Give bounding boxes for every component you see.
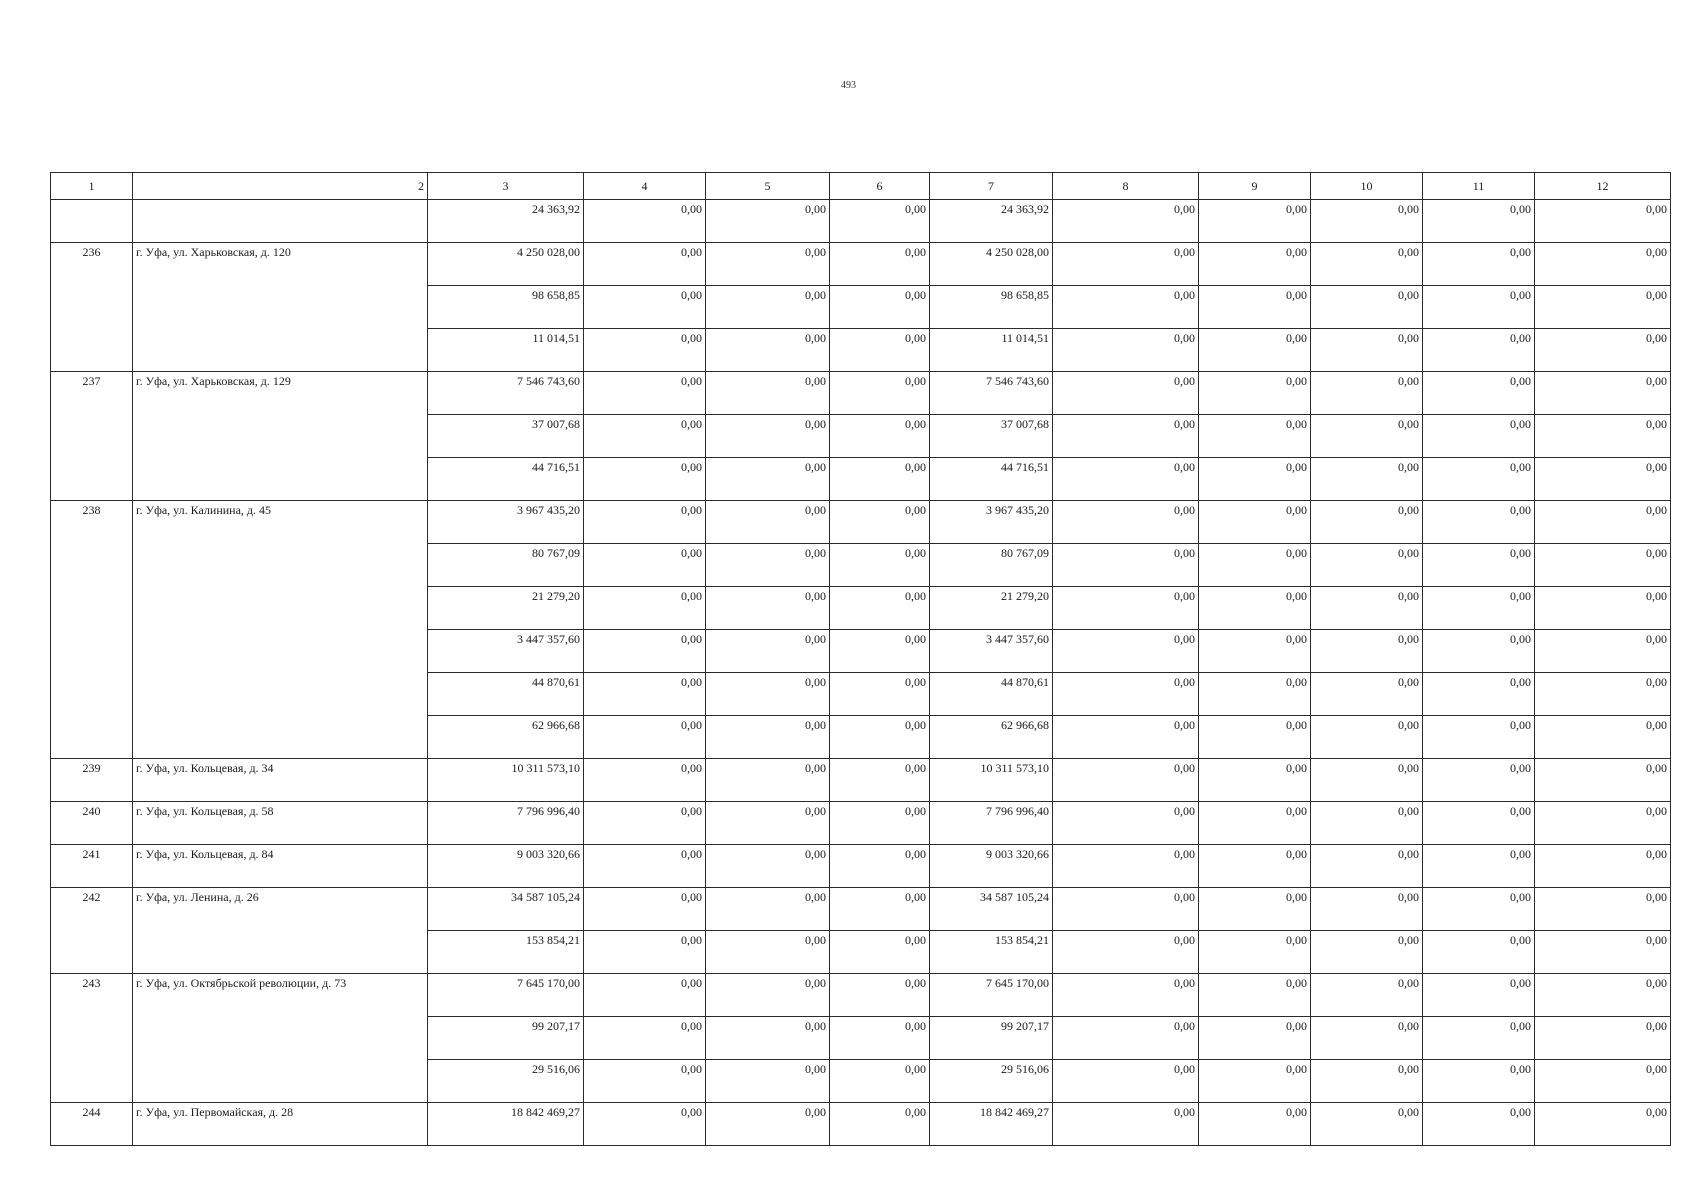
amount-cell: 0,00: [706, 458, 830, 501]
column-header: 3: [428, 173, 584, 200]
table-row: [51, 1103, 1671, 1146]
amount-cell: 0,00: [1535, 974, 1671, 1017]
amount-cell: 7 645 170,00: [930, 974, 1053, 1017]
amount-cell: 0,00: [706, 200, 830, 243]
amount-cell: 0,00: [584, 673, 706, 716]
amount-cell: 0,00: [1423, 329, 1535, 372]
amount-cell: 37 007,68: [930, 415, 1053, 458]
amount-cell: 0,00: [706, 1060, 830, 1103]
amount-cell: 0,00: [830, 931, 930, 974]
amount-cell: 0,00: [830, 888, 930, 931]
amount-cell: 18 842 469,27: [930, 1103, 1053, 1146]
amount-cell: 0,00: [1423, 716, 1535, 759]
data-table: [50, 172, 1671, 1146]
amount-cell: 0,00: [706, 587, 830, 630]
amount-cell: 0,00: [1535, 1103, 1671, 1146]
amount-cell: 0,00: [1311, 673, 1423, 716]
amount-cell: 44 716,51: [428, 458, 584, 501]
amount-cell: 0,00: [584, 1103, 706, 1146]
amount-cell: 0,00: [1311, 1060, 1423, 1103]
amount-cell: 7 645 170,00: [428, 974, 584, 1017]
amount-cell: 0,00: [1311, 501, 1423, 544]
row-number-cell: 241: [51, 845, 133, 888]
amount-cell: 0,00: [1423, 458, 1535, 501]
amount-cell: 11 014,51: [428, 329, 584, 372]
amount-cell: 0,00: [706, 759, 830, 802]
row-number-cell: 236: [51, 243, 133, 372]
amount-cell: 99 207,17: [930, 1017, 1053, 1060]
column-header: 1: [51, 173, 133, 200]
table-row: [51, 759, 1671, 802]
amount-cell: 0,00: [1423, 415, 1535, 458]
amount-cell: 0,00: [1311, 716, 1423, 759]
column-header: 6: [830, 173, 930, 200]
amount-cell: 0,00: [706, 415, 830, 458]
amount-cell: 0,00: [830, 716, 930, 759]
amount-cell: 98 658,85: [930, 286, 1053, 329]
amount-cell: 0,00: [1311, 587, 1423, 630]
amount-cell: 0,00: [1199, 587, 1311, 630]
amount-cell: 80 767,09: [428, 544, 584, 587]
amount-cell: 11 014,51: [930, 329, 1053, 372]
amount-cell: 3 447 357,60: [428, 630, 584, 673]
row-number-cell: 239: [51, 759, 133, 802]
amount-cell: 0,00: [1311, 544, 1423, 587]
amount-cell: 0,00: [830, 974, 930, 1017]
amount-cell: 0,00: [830, 372, 930, 415]
table-row: [51, 372, 1671, 415]
row-number-cell: 242: [51, 888, 133, 974]
amount-cell: 0,00: [1423, 1060, 1535, 1103]
page-number: 493: [841, 80, 856, 91]
amount-cell: 0,00: [1199, 673, 1311, 716]
amount-cell: 0,00: [1199, 888, 1311, 931]
amount-cell: 0,00: [1423, 1017, 1535, 1060]
amount-cell: 0,00: [1053, 415, 1199, 458]
row-number-cell: [51, 200, 133, 243]
amount-cell: 153 854,21: [428, 931, 584, 974]
amount-cell: 3 967 435,20: [428, 501, 584, 544]
amount-cell: 9 003 320,66: [428, 845, 584, 888]
column-header: 7: [930, 173, 1053, 200]
amount-cell: 0,00: [584, 501, 706, 544]
amount-cell: 0,00: [1053, 1017, 1199, 1060]
amount-cell: 0,00: [830, 630, 930, 673]
amount-cell: 7 796 996,40: [930, 802, 1053, 845]
amount-cell: 0,00: [584, 845, 706, 888]
amount-cell: 7 796 996,40: [428, 802, 584, 845]
column-header: 10: [1311, 173, 1423, 200]
amount-cell: 0,00: [584, 243, 706, 286]
amount-cell: 0,00: [706, 1103, 830, 1146]
amount-cell: 0,00: [1535, 931, 1671, 974]
amount-cell: 0,00: [706, 372, 830, 415]
amount-cell: 24 363,92: [930, 200, 1053, 243]
row-number-cell: 244: [51, 1103, 133, 1146]
amount-cell: 0,00: [1311, 1103, 1423, 1146]
amount-cell: 0,00: [1423, 931, 1535, 974]
amount-cell: 0,00: [706, 286, 830, 329]
amount-cell: 0,00: [830, 1017, 930, 1060]
amount-cell: 0,00: [830, 243, 930, 286]
amount-cell: 0,00: [1535, 544, 1671, 587]
amount-cell: 10 311 573,10: [930, 759, 1053, 802]
amount-cell: 0,00: [1311, 759, 1423, 802]
amount-cell: 0,00: [1053, 1103, 1199, 1146]
amount-cell: 0,00: [1423, 372, 1535, 415]
amount-cell: 0,00: [1311, 243, 1423, 286]
amount-cell: 0,00: [1423, 845, 1535, 888]
amount-cell: 0,00: [1535, 802, 1671, 845]
address-cell: [133, 200, 428, 243]
amount-cell: 0,00: [1199, 372, 1311, 415]
amount-cell: 9 003 320,66: [930, 845, 1053, 888]
amount-cell: 0,00: [1311, 931, 1423, 974]
table-row: [51, 974, 1671, 1017]
amount-cell: 0,00: [1053, 931, 1199, 974]
amount-cell: 0,00: [1053, 200, 1199, 243]
column-header: 8: [1053, 173, 1199, 200]
amount-cell: 0,00: [1535, 716, 1671, 759]
amount-cell: 21 279,20: [930, 587, 1053, 630]
column-header: 2: [133, 173, 428, 200]
amount-cell: 0,00: [1535, 415, 1671, 458]
amount-cell: 0,00: [830, 200, 930, 243]
amount-cell: 0,00: [1535, 587, 1671, 630]
amount-cell: 0,00: [1535, 329, 1671, 372]
amount-cell: 0,00: [1535, 845, 1671, 888]
amount-cell: 0,00: [1199, 845, 1311, 888]
amount-cell: 0,00: [1423, 759, 1535, 802]
address-cell: г. Уфа, ул. Кольцевая, д. 34: [133, 759, 428, 802]
amount-cell: 0,00: [1311, 458, 1423, 501]
amount-cell: 0,00: [1199, 974, 1311, 1017]
amount-cell: 0,00: [1199, 243, 1311, 286]
address-cell: г. Уфа, ул. Октябрьской революции, д. 73: [133, 974, 428, 1103]
address-cell: г. Уфа, ул. Кольцевая, д. 58: [133, 802, 428, 845]
amount-cell: 0,00: [1053, 286, 1199, 329]
amount-cell: 0,00: [1053, 888, 1199, 931]
amount-cell: 0,00: [1053, 372, 1199, 415]
address-cell: г. Уфа, ул. Харьковская, д. 120: [133, 243, 428, 372]
address-cell: г. Уфа, ул. Первомайская, д. 28: [133, 1103, 428, 1146]
amount-cell: 4 250 028,00: [428, 243, 584, 286]
amount-cell: 0,00: [1423, 974, 1535, 1017]
amount-cell: 0,00: [1053, 587, 1199, 630]
amount-cell: 0,00: [1199, 759, 1311, 802]
table-row: [51, 501, 1671, 544]
amount-cell: 0,00: [830, 501, 930, 544]
amount-cell: 0,00: [830, 845, 930, 888]
column-header: 12: [1535, 173, 1671, 200]
amount-cell: 0,00: [1535, 458, 1671, 501]
amount-cell: 0,00: [1053, 1060, 1199, 1103]
amount-cell: 0,00: [1535, 673, 1671, 716]
amount-cell: 0,00: [1423, 802, 1535, 845]
amount-cell: 62 966,68: [428, 716, 584, 759]
amount-cell: 0,00: [706, 845, 830, 888]
amount-cell: 0,00: [584, 587, 706, 630]
amount-cell: 0,00: [1311, 200, 1423, 243]
amount-cell: 44 716,51: [930, 458, 1053, 501]
table-row: [51, 200, 1671, 243]
amount-cell: 10 311 573,10: [428, 759, 584, 802]
amount-cell: 0,00: [830, 458, 930, 501]
amount-cell: 44 870,61: [428, 673, 584, 716]
amount-cell: 0,00: [1311, 802, 1423, 845]
amount-cell: 0,00: [1053, 501, 1199, 544]
address-cell: г. Уфа, ул. Кольцевая, д. 84: [133, 845, 428, 888]
column-header: 9: [1199, 173, 1311, 200]
amount-cell: 62 966,68: [930, 716, 1053, 759]
amount-cell: 0,00: [584, 1017, 706, 1060]
amount-cell: 0,00: [584, 1060, 706, 1103]
column-header: 4: [584, 173, 706, 200]
amount-cell: 0,00: [584, 372, 706, 415]
amount-cell: 0,00: [706, 501, 830, 544]
amount-cell: 3 447 357,60: [930, 630, 1053, 673]
amount-cell: 0,00: [1423, 673, 1535, 716]
amount-cell: 18 842 469,27: [428, 1103, 584, 1146]
amount-cell: 0,00: [830, 802, 930, 845]
amount-cell: 0,00: [1423, 501, 1535, 544]
amount-cell: 7 546 743,60: [930, 372, 1053, 415]
amount-cell: 0,00: [706, 974, 830, 1017]
amount-cell: 0,00: [830, 544, 930, 587]
amount-cell: 0,00: [584, 329, 706, 372]
amount-cell: 0,00: [830, 415, 930, 458]
amount-cell: 0,00: [1535, 1017, 1671, 1060]
amount-cell: 0,00: [584, 458, 706, 501]
amount-cell: 0,00: [1535, 200, 1671, 243]
amount-cell: 0,00: [1199, 200, 1311, 243]
amount-cell: 98 658,85: [428, 286, 584, 329]
amount-cell: 21 279,20: [428, 587, 584, 630]
amount-cell: 4 250 028,00: [930, 243, 1053, 286]
address-cell: г. Уфа, ул. Ленина, д. 26: [133, 888, 428, 974]
address-cell: г. Уфа, ул. Харьковская, д. 129: [133, 372, 428, 501]
amount-cell: 0,00: [1053, 243, 1199, 286]
amount-cell: 0,00: [1053, 845, 1199, 888]
amount-cell: 0,00: [1053, 759, 1199, 802]
amount-cell: 0,00: [830, 1060, 930, 1103]
amount-cell: 0,00: [1199, 286, 1311, 329]
amount-cell: 7 546 743,60: [428, 372, 584, 415]
row-number-cell: 238: [51, 501, 133, 759]
amount-cell: 0,00: [584, 630, 706, 673]
amount-cell: 0,00: [584, 716, 706, 759]
amount-cell: 0,00: [1199, 544, 1311, 587]
amount-cell: 0,00: [1311, 845, 1423, 888]
amount-cell: 0,00: [1053, 974, 1199, 1017]
amount-cell: 0,00: [584, 544, 706, 587]
amount-cell: 0,00: [1199, 802, 1311, 845]
amount-cell: 29 516,06: [428, 1060, 584, 1103]
amount-cell: 0,00: [1199, 1060, 1311, 1103]
amount-cell: 0,00: [1311, 974, 1423, 1017]
amount-cell: 0,00: [1053, 458, 1199, 501]
table-row: [51, 888, 1671, 931]
amount-cell: 0,00: [830, 286, 930, 329]
amount-cell: 0,00: [1423, 888, 1535, 931]
amount-cell: 0,00: [1053, 673, 1199, 716]
row-number-cell: 240: [51, 802, 133, 845]
amount-cell: 0,00: [706, 1017, 830, 1060]
amount-cell: 0,00: [1199, 329, 1311, 372]
amount-cell: 0,00: [1423, 200, 1535, 243]
amount-cell: 0,00: [1199, 458, 1311, 501]
amount-cell: 0,00: [1311, 1017, 1423, 1060]
row-number-cell: 243: [51, 974, 133, 1103]
amount-cell: 0,00: [1535, 243, 1671, 286]
amount-cell: 0,00: [1423, 587, 1535, 630]
amount-cell: 34 587 105,24: [428, 888, 584, 931]
amount-cell: 0,00: [1199, 630, 1311, 673]
amount-cell: 0,00: [1423, 544, 1535, 587]
table-row: [51, 243, 1671, 286]
amount-cell: 0,00: [706, 716, 830, 759]
amount-cell: 80 767,09: [930, 544, 1053, 587]
amount-cell: 0,00: [584, 974, 706, 1017]
amount-cell: 0,00: [1535, 1060, 1671, 1103]
amount-cell: 0,00: [1423, 630, 1535, 673]
amount-cell: 0,00: [584, 286, 706, 329]
amount-cell: 0,00: [706, 544, 830, 587]
amount-cell: 0,00: [1535, 372, 1671, 415]
amount-cell: 99 207,17: [428, 1017, 584, 1060]
amount-cell: 0,00: [1311, 630, 1423, 673]
amount-cell: 0,00: [1311, 329, 1423, 372]
amount-cell: 0,00: [1053, 716, 1199, 759]
amount-cell: 0,00: [706, 630, 830, 673]
amount-cell: 0,00: [706, 329, 830, 372]
amount-cell: 0,00: [830, 759, 930, 802]
table-row: [51, 845, 1671, 888]
amount-cell: 0,00: [1199, 501, 1311, 544]
table-body: [51, 173, 1671, 1146]
column-header: 11: [1423, 173, 1535, 200]
amount-cell: 0,00: [1053, 329, 1199, 372]
column-header: 5: [706, 173, 830, 200]
amount-cell: 0,00: [584, 759, 706, 802]
amount-cell: 0,00: [830, 1103, 930, 1146]
amount-cell: 0,00: [1053, 630, 1199, 673]
amount-cell: 0,00: [584, 931, 706, 974]
amount-cell: 0,00: [830, 329, 930, 372]
amount-cell: 0,00: [584, 802, 706, 845]
amount-cell: 0,00: [1199, 716, 1311, 759]
amount-cell: 0,00: [1311, 415, 1423, 458]
amount-cell: 0,00: [706, 673, 830, 716]
amount-cell: 0,00: [1311, 286, 1423, 329]
amount-cell: 0,00: [830, 587, 930, 630]
amount-cell: 0,00: [1053, 544, 1199, 587]
amount-cell: 0,00: [1199, 931, 1311, 974]
amount-cell: 0,00: [1535, 286, 1671, 329]
amount-cell: 0,00: [1535, 630, 1671, 673]
amount-cell: 0,00: [706, 243, 830, 286]
amount-cell: 24 363,92: [428, 200, 584, 243]
amount-cell: 0,00: [1423, 1103, 1535, 1146]
amount-cell: 0,00: [706, 931, 830, 974]
amount-cell: 29 516,06: [930, 1060, 1053, 1103]
amount-cell: 0,00: [1423, 243, 1535, 286]
amount-cell: 0,00: [1199, 1017, 1311, 1060]
header-row: [51, 173, 1671, 200]
table-row: [51, 802, 1671, 845]
amount-cell: 0,00: [584, 200, 706, 243]
amount-cell: 0,00: [1311, 888, 1423, 931]
amount-cell: 0,00: [1423, 286, 1535, 329]
amount-cell: 0,00: [706, 802, 830, 845]
amount-cell: 0,00: [1535, 888, 1671, 931]
amount-cell: 0,00: [830, 673, 930, 716]
amount-cell: 0,00: [1535, 501, 1671, 544]
amount-cell: 0,00: [584, 415, 706, 458]
amount-cell: 34 587 105,24: [930, 888, 1053, 931]
amount-cell: 0,00: [1311, 372, 1423, 415]
address-cell: г. Уфа, ул. Калинина, д. 45: [133, 501, 428, 759]
amount-cell: 3 967 435,20: [930, 501, 1053, 544]
amount-cell: 0,00: [1199, 1103, 1311, 1146]
amount-cell: 44 870,61: [930, 673, 1053, 716]
amount-cell: 0,00: [1199, 415, 1311, 458]
amount-cell: 0,00: [1535, 759, 1671, 802]
amount-cell: 153 854,21: [930, 931, 1053, 974]
amount-cell: 0,00: [706, 888, 830, 931]
amount-cell: 0,00: [584, 888, 706, 931]
amount-cell: 0,00: [1053, 802, 1199, 845]
amount-cell: 37 007,68: [428, 415, 584, 458]
row-number-cell: 237: [51, 372, 133, 501]
